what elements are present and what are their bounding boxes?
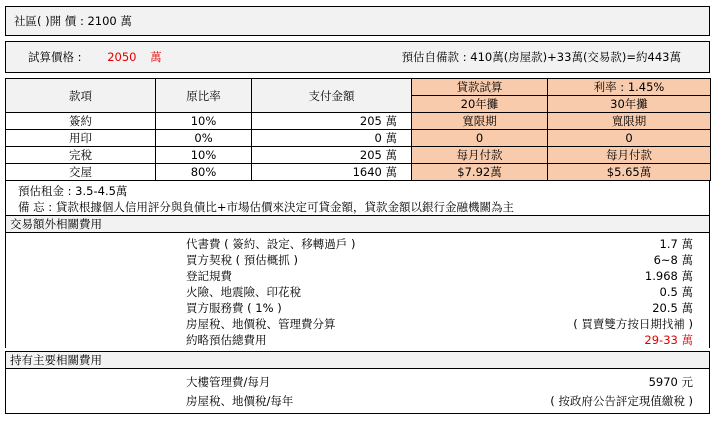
cost-label: 房屋稅、地價稅、管理費分算 bbox=[186, 317, 336, 331]
table-row bbox=[6, 130, 711, 147]
cell-term-20: 0 bbox=[412, 130, 548, 147]
header-loan-calc: 貸款試算 bbox=[412, 79, 548, 96]
trial-price-value: 2050 bbox=[107, 50, 137, 64]
header-term-20: 20年攤 bbox=[412, 96, 548, 113]
cell-item: 完稅 bbox=[6, 147, 156, 164]
cell-term-30: $5.65萬 bbox=[548, 164, 711, 181]
extra-costs-list bbox=[5, 233, 710, 348]
listing-header bbox=[5, 6, 710, 36]
header-interest-rate: 利率 : 1.45% bbox=[548, 79, 711, 96]
header-ratio: 原比率 bbox=[156, 79, 252, 113]
price-bar bbox=[5, 41, 710, 73]
cell-amount: 1640 萬 bbox=[252, 164, 412, 181]
cost-value: 5970 元 bbox=[648, 375, 693, 389]
cost-value: 1.968 萬 bbox=[644, 269, 693, 283]
holding-costs-heading: 持有主要相關費用 bbox=[5, 351, 710, 369]
cell-ratio: 10% bbox=[156, 113, 252, 130]
cell-term-20: 每月付款 bbox=[412, 147, 548, 164]
cost-value: 0.5 萬 bbox=[659, 285, 693, 299]
trial-price-unit: 萬 bbox=[150, 50, 162, 64]
cell-term-30: 每月付款 bbox=[548, 147, 711, 164]
memo-note: 備 忘 : 貸款根據個人信用評分與負債比+市場估價來決定可貸金額，貸款金額以銀行金融機關為主 bbox=[18, 200, 514, 214]
header-item: 款項 bbox=[6, 79, 156, 113]
cost-label: 登記規費 bbox=[186, 269, 232, 283]
cost-label: 大樓管理費/每月 bbox=[186, 375, 271, 389]
header-amount: 支付金額 bbox=[252, 79, 412, 113]
self-funds-estimate: 預估自備款 : 410萬(房屋款)+33萬(交易款)=約443萬 bbox=[401, 50, 681, 64]
list-item bbox=[6, 316, 709, 332]
list-item bbox=[6, 252, 709, 268]
list-item bbox=[6, 332, 709, 348]
cost-label: 買方服務費 ( 1% ) bbox=[186, 301, 282, 315]
list-item bbox=[6, 392, 709, 411]
list-item bbox=[6, 284, 709, 300]
cost-value: ( 買賣雙方按日期找補 ) bbox=[573, 317, 693, 331]
cell-amount: 0 萬 bbox=[252, 130, 412, 147]
cell-term-20: $7.92萬 bbox=[412, 164, 548, 181]
listing-title: 社區( )開 價 : 2100 萬 bbox=[14, 14, 132, 28]
cell-amount: 205 萬 bbox=[252, 147, 412, 164]
header-term-30: 30年攤 bbox=[548, 96, 711, 113]
cost-value: ( 按政府公告評定現值繳稅 ) bbox=[550, 394, 693, 408]
price-sheet bbox=[5, 6, 710, 414]
cell-ratio: 10% bbox=[156, 147, 252, 164]
list-item bbox=[6, 300, 709, 316]
cell-item: 用印 bbox=[6, 130, 156, 147]
cost-value: 6~8 萬 bbox=[653, 253, 693, 267]
cell-term-20: 寬限期 bbox=[412, 113, 548, 130]
cell-item: 簽約 bbox=[6, 113, 156, 130]
total-cost-value: 29-33 萬 bbox=[644, 333, 693, 347]
holding-costs-list bbox=[5, 369, 710, 414]
cell-item: 交屋 bbox=[6, 164, 156, 181]
cost-label: 火險、地震險、印花稅 bbox=[186, 285, 301, 299]
total-cost-label: 約略預估總費用 bbox=[186, 333, 267, 347]
payment-table bbox=[5, 78, 711, 181]
list-item bbox=[6, 373, 709, 392]
cell-amount: 205 萬 bbox=[252, 113, 412, 130]
cell-term-30: 0 bbox=[548, 130, 711, 147]
cell-ratio: 80% bbox=[156, 164, 252, 181]
rent-estimate: 預估租金 : 3.5-4.5萬 bbox=[18, 184, 128, 198]
cell-term-30: 寬限期 bbox=[548, 113, 711, 130]
list-item bbox=[6, 268, 709, 284]
cost-value: 20.5 萬 bbox=[652, 301, 693, 315]
table-row bbox=[6, 147, 711, 164]
table-row bbox=[6, 113, 711, 130]
trial-price-label: 試算價格 : bbox=[28, 50, 82, 64]
list-item bbox=[6, 236, 709, 252]
notes-block bbox=[5, 181, 710, 215]
cost-label: 房屋稅、地價稅/每年 bbox=[186, 394, 294, 408]
extra-costs-heading: 交易額外相關費用 bbox=[5, 215, 710, 233]
trial-price bbox=[14, 49, 162, 65]
table-row bbox=[6, 164, 711, 181]
cost-label: 買方契稅 ( 預估概抓 ) bbox=[186, 253, 298, 267]
cost-value: 1.7 萬 bbox=[659, 237, 693, 251]
cell-ratio: 0% bbox=[156, 130, 252, 147]
cost-label: 代書費 ( 簽約、設定、移轉過戶 ) bbox=[186, 237, 356, 251]
